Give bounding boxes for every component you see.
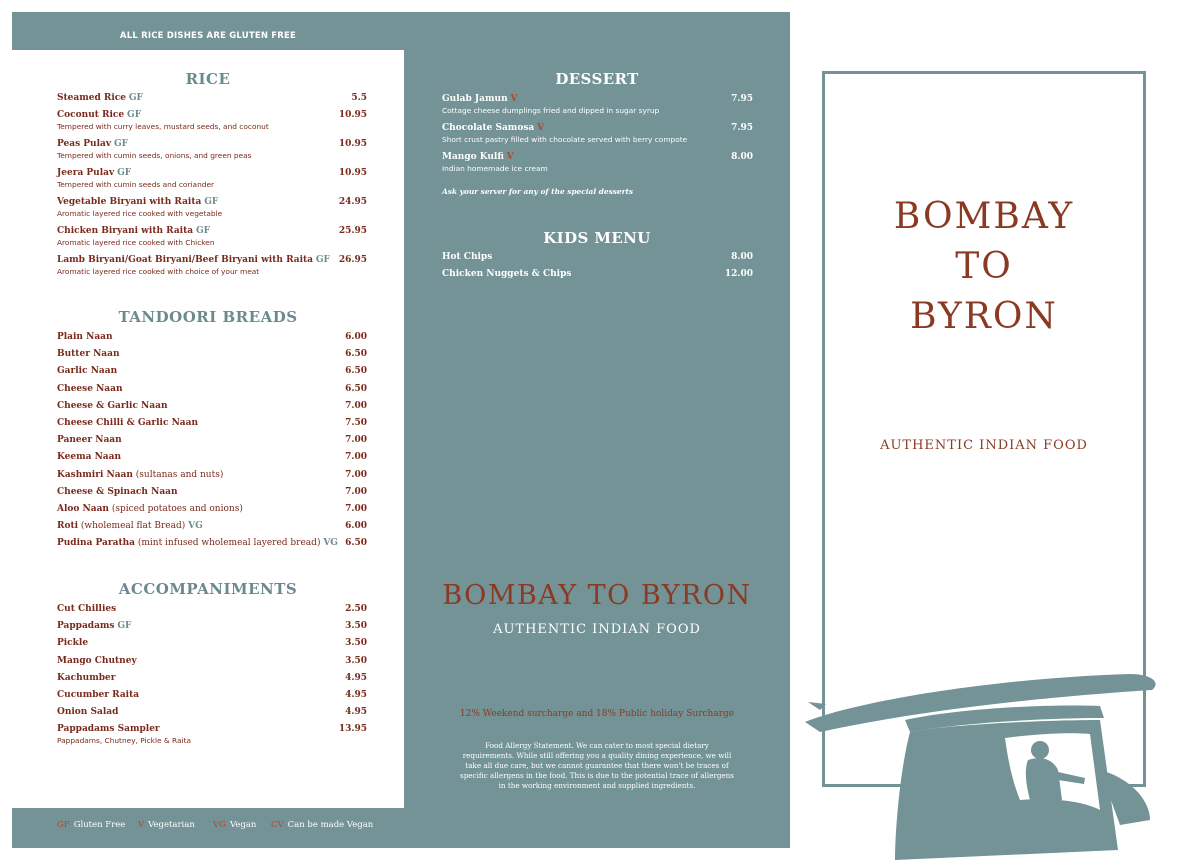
surcharge-notice: 12% Weekend surcharge and 18% Public holiday Surcharge: [459, 709, 735, 719]
rice-item-name: Coconut Rice: [57, 110, 125, 120]
legend-cv: CV Can be made Vegan: [271, 820, 374, 830]
bread-item: [57, 332, 367, 342]
rickshaw-surfboard-icon: [800, 660, 1170, 860]
dessert-item-name: Gulab Jamun: [442, 94, 508, 104]
legend-vg: VG Vegan: [213, 820, 257, 830]
bread-item-price: 7.00: [345, 504, 367, 514]
dessert-item-price: 7.95: [731, 94, 753, 104]
bread-item-price: 6.00: [345, 521, 367, 532]
accompaniment-item-price: 4.95: [345, 707, 367, 718]
legend-v: V Vegetarian: [138, 820, 195, 830]
kids-menu-item-price: 8.00: [731, 252, 753, 262]
rice-item-price: 5.5: [351, 93, 367, 103]
accompaniment-item-name: Onion Salad: [57, 707, 119, 718]
bread-item: [57, 521, 367, 531]
bread-item: [57, 487, 367, 497]
accompaniment-item: [57, 707, 367, 717]
rice-item-description: Aromatic layered rice cooked with Chicken: [57, 238, 215, 247]
bread-item: [57, 435, 367, 445]
gluten-free-tag: GF: [315, 255, 330, 265]
bread-item: [57, 366, 367, 376]
bread-item: [57, 401, 367, 411]
accompaniment-item-name: Cut Chillies: [57, 604, 117, 614]
dessert-item-name: Chocolate Samosa: [442, 123, 535, 133]
accompaniment-item-price: 4.95: [345, 672, 367, 683]
accompaniment-item: [57, 724, 367, 745]
bread-item-price: 6.50: [345, 349, 367, 360]
rice-item: [57, 168, 367, 189]
bread-item: [57, 470, 367, 480]
bread-item-note: (wholemeal flat Bread): [78, 521, 186, 532]
rice-item-name: Chicken Biryani with Raita: [57, 226, 194, 236]
middle-menu-panel: [404, 12, 790, 848]
accompaniment-item-name: Pappadams: [57, 621, 115, 632]
rice-item-description: Tempered with cumin seeds and coriander: [57, 180, 215, 189]
tandoori-breads-section-title: TANDOORI BREADS: [118, 308, 298, 326]
gluten-free-banner: [12, 12, 404, 50]
rice-section-title: RICE: [185, 70, 231, 88]
bread-item-name: Cheese & Garlic Naan: [57, 400, 168, 411]
gluten-free-tag: GF: [113, 139, 129, 149]
gluten-free-banner-text: ALL RICE DISHES ARE GLUTEN FREE: [119, 31, 297, 41]
gluten-free-tag: GF: [195, 226, 211, 236]
rice-item: [57, 197, 367, 218]
accompaniment-item: [57, 621, 367, 631]
rice-item-name: Jeera Pulav: [57, 168, 115, 178]
dessert-item: [442, 152, 753, 173]
legend-gf: GF Gluten Free: [57, 820, 126, 830]
accompaniment-item: [57, 673, 367, 683]
rice-item-price: 25.95: [338, 226, 367, 236]
accompaniments-section-title: ACCOMPANIMENTS: [118, 580, 298, 598]
accompaniment-item-description: Pappadams, Chutney, Pickle & Raita: [57, 736, 191, 746]
left-menu-panel: [12, 50, 404, 808]
rice-item-name: Lamb Biryani/Goat Biryani/Beef Biryani with Raita: [57, 255, 313, 265]
rice-item-price: 24.95: [338, 197, 367, 207]
dessert-item-description: Indian homemade ice cream: [442, 164, 548, 173]
rice-item: [57, 93, 367, 103]
bread-item-name: Cheese Naan: [57, 383, 123, 394]
accompaniment-item: [57, 638, 367, 648]
dessert-item-description: Cottage cheese dumplings fried and dipped in sugar syrup: [442, 106, 660, 115]
bread-item: [57, 504, 367, 514]
vegetarian-tag: V: [537, 123, 545, 133]
bread-item-name: Paneer Naan: [57, 435, 122, 446]
gluten-free-tag: GF: [128, 93, 143, 103]
bread-item-name: Pudina Paratha: [57, 538, 135, 549]
dessert-section-title: DESSERT: [555, 70, 639, 88]
kids-menu-item: [442, 269, 753, 279]
bread-item-price: 7.00: [345, 435, 367, 446]
vegan-tag: VG: [188, 521, 203, 532]
bread-item: [57, 349, 367, 359]
rice-item-description: Tempered with curry leaves, mustard seeds, and coconut: [57, 122, 269, 131]
bread-item-price: 7.50: [345, 418, 367, 428]
allergy-statement: Food Allergy Statement. We can cater to most special dietary requirements. While still offering you a quality dining experience, we will take all due care, but we cannot guarantee that there won't be traces of specific allergens in the food. This is due to the potential trace of allergens in the working environment and supplied ingredients.: [460, 741, 734, 790]
bread-item-name: Aloo Naan: [57, 504, 109, 514]
accompaniment-item-name: Mango Chutney: [57, 655, 137, 666]
accompaniment-item-price: 3.50: [345, 655, 367, 666]
bread-item-name: Kashmiri Naan: [57, 469, 133, 480]
dessert-item-price: 8.00: [731, 152, 753, 162]
special-desserts-note: Ask your server for any of the special desserts: [442, 187, 634, 196]
rice-item-price: 10.95: [338, 139, 367, 149]
dessert-item: [442, 123, 753, 144]
kids-menu-item-price: 12.00: [724, 269, 753, 279]
accompaniment-item-name: Pickle: [57, 638, 89, 649]
bread-item: [57, 418, 367, 428]
gluten-free-tag: GF: [204, 197, 219, 207]
rice-item-description: Aromatic layered rice cooked with vegetable: [57, 209, 223, 218]
rice-item-name: Vegetable Biryani with Raita: [57, 197, 202, 207]
rice-item-name: Steamed Rice: [57, 93, 126, 103]
cover-brand-line-2: TO: [955, 246, 1013, 287]
rice-item-description: Tempered with cumin seeds, onions, and green peas: [57, 151, 252, 160]
bread-item-price: 6.50: [345, 383, 367, 394]
bread-item-name: Butter Naan: [57, 349, 120, 360]
bread-item: [57, 538, 367, 548]
cover-brand-line-1: BOMBAY: [893, 196, 1075, 237]
bread-item-price: 7.00: [345, 486, 367, 497]
kids-menu-section-title: KIDS MENU: [543, 229, 651, 247]
vegetarian-tag: V: [510, 94, 518, 104]
kids-menu-item-name: Chicken Nuggets & Chips: [442, 269, 572, 279]
rice-item-price: 10.95: [338, 168, 367, 178]
bread-item-name: Keema Naan: [57, 452, 121, 463]
bread-item: [57, 452, 367, 462]
bread-item-note: (mint infused wholemeal layered bread): [135, 538, 321, 549]
bread-item-note: (spiced potatoes and onions): [108, 504, 243, 514]
rice-item-price: 26.95: [338, 255, 367, 265]
accompaniment-item-price: 3.50: [345, 638, 367, 649]
dessert-item-description: Short crust pastry filled with chocolate served with berry compote: [442, 135, 688, 144]
bread-item: [57, 384, 367, 394]
bread-item-price: 6.50: [345, 538, 367, 549]
dessert-item-name: Mango Kulfi: [442, 152, 504, 162]
gluten-free-tag: GF: [117, 621, 132, 632]
accompaniment-item-price: 3.50: [345, 621, 367, 632]
accompaniment-item-price: 4.95: [345, 690, 367, 700]
bread-item-name: Cheese & Spinach Naan: [57, 486, 178, 497]
bread-item-name: Cheese Chilli & Garlic Naan: [57, 418, 199, 428]
kids-menu-item-name: Hot Chips: [442, 252, 493, 262]
dessert-item-price: 7.95: [731, 123, 753, 133]
cover-brand-line-3: BYRON: [910, 296, 1058, 337]
accompaniment-item-name: Pappadams Sampler: [57, 724, 160, 735]
cover-subtitle: AUTHENTIC INDIAN FOOD: [880, 438, 1088, 453]
dessert-item: [442, 94, 753, 115]
bread-item-price: 7.00: [345, 469, 367, 480]
kids-menu-item: [442, 252, 753, 262]
vegetarian-tag: V: [506, 152, 514, 162]
gluten-free-tag: GF: [127, 110, 142, 120]
bread-item-name: Plain Naan: [57, 332, 113, 342]
middle-brand-name: BOMBAY TO BYRON: [442, 580, 752, 611]
accompaniment-item: [57, 604, 367, 614]
rice-item-price: 10.95: [338, 110, 367, 120]
accompaniment-item-name: Cucumber Raita: [57, 690, 140, 700]
bread-item-price: 6.50: [345, 366, 367, 377]
bread-item-price: 6.00: [345, 332, 367, 342]
bread-item-note: (sultanas and nuts): [132, 469, 224, 480]
accompaniment-item: [57, 656, 367, 666]
rice-item-description: Aromatic layered rice cooked with choice of your meat: [57, 267, 260, 276]
bread-item-price: 7.00: [345, 452, 367, 463]
rice-item: [57, 110, 367, 131]
accompaniment-item-price: 2.50: [345, 604, 367, 614]
bread-item-name: Garlic Naan: [57, 366, 118, 377]
accompaniment-item-price: 13.95: [338, 724, 367, 735]
gluten-free-tag: GF: [117, 168, 132, 178]
vegan-tag: VG: [323, 538, 338, 549]
rice-item: [57, 226, 367, 247]
rice-item: [57, 139, 367, 160]
middle-brand-subtitle: AUTHENTIC INDIAN FOOD: [493, 622, 701, 637]
rice-item: [57, 255, 367, 276]
bread-item-price: 7.00: [345, 400, 367, 411]
accompaniment-item-name: Kachumber: [57, 672, 116, 683]
accompaniment-item: [57, 690, 367, 700]
rice-item-name: Peas Pulav: [57, 139, 112, 149]
bread-item-name: Roti: [57, 521, 79, 532]
